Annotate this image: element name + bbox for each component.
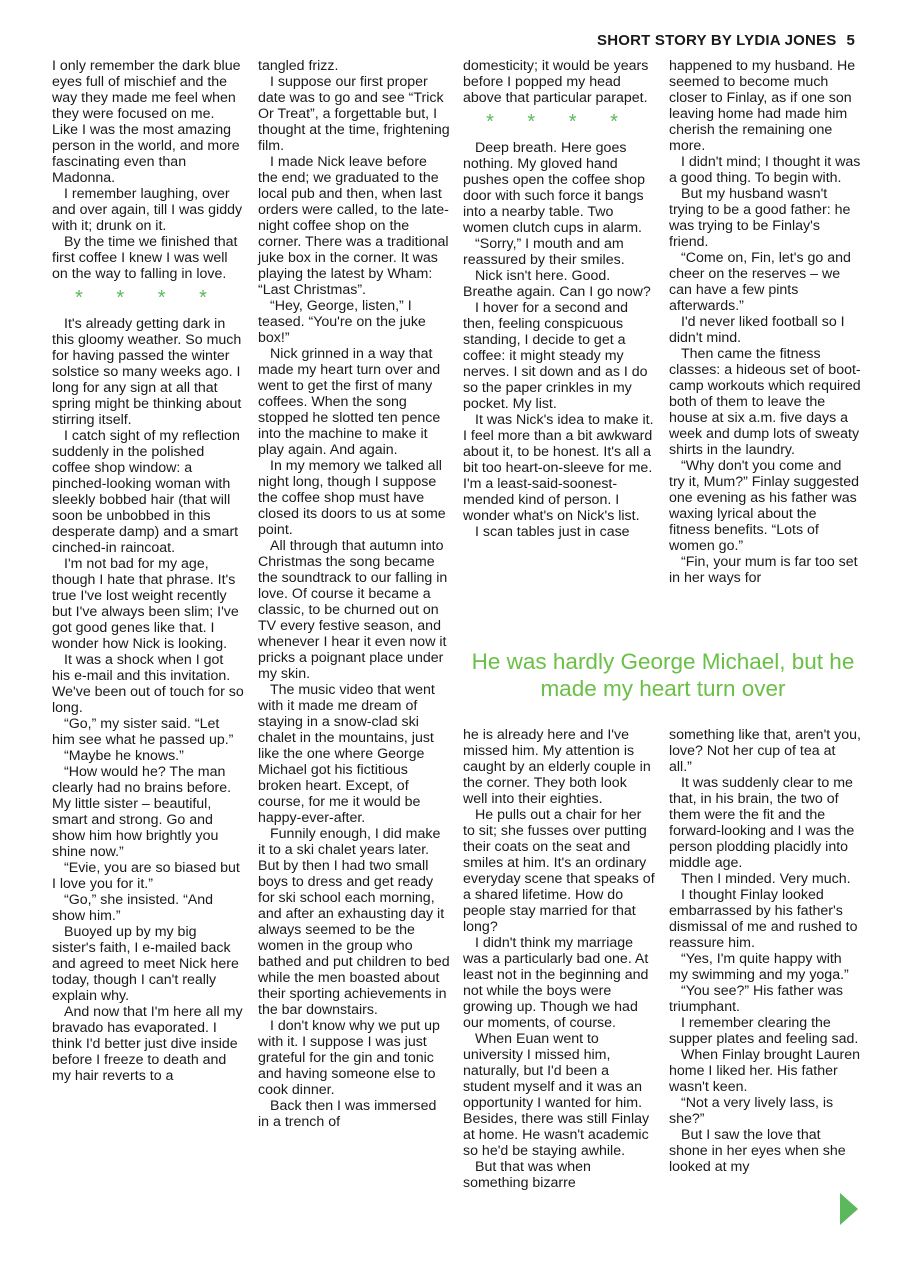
paragraph: “Go,” she insisted. “And show him.” bbox=[52, 892, 214, 924]
paragraph: It was suddenly clear to me that, in his brain, the two of them were the fit and the forward-looking and I was the person plodding placidly into middle age. bbox=[669, 775, 855, 871]
paragraph: I don't know why we put up with it. I suppose I was just grateful for the gin and tonic and having someone else to cook dinner. bbox=[258, 1018, 440, 1098]
paragraph: I catch sight of my reflection suddenly in the polished coffee shop window: a pinched-looking woman with sleekly bobbed hair (that will soon be unbobbed in this desperate damp) and a smart cinched-in raincoat. bbox=[52, 428, 240, 556]
paragraph: “Maybe he knows.” bbox=[64, 748, 184, 764]
column-4-top bbox=[669, 58, 861, 586]
paragraph: I only remember the dark blue eyes full of mischief and the way they made me feel when they were focused on me. Like I was the most amazing person in the world, and more fascinating even than Madonna. bbox=[52, 58, 241, 186]
section-divider: * * * * bbox=[75, 287, 221, 309]
paragraph: Back then I was immersed in a trench of bbox=[258, 1098, 437, 1130]
paragraph: I didn't mind; I thought it was a good thing. To begin with. bbox=[669, 154, 861, 186]
paragraph: “How would he? The man clearly had no brains before. My little sister – beautiful, smart and strong. Go and show him how brightly you shine now.” bbox=[52, 764, 232, 860]
column-1 bbox=[52, 58, 244, 1084]
paragraph: When Finlay brought Lauren home I liked her. His father wasn't keen. bbox=[669, 1047, 861, 1095]
paragraph: I made Nick leave before the end; we graduated to the local pub and then, when last orders were called, to the late-night coffee shop on the corner. There was a traditional juke box in the corner. It was playing the latest by Wham: “Last Christmas”. bbox=[258, 154, 449, 298]
paragraph: The music video that went with it made me dream of staying in a snow-clad ski chalet in the mountains, just like the one where George Michael got his fictitious broken heart. Except, of course, for me it would be happy-ever-after. bbox=[258, 682, 435, 826]
story-byline: SHORT STORY BY LYDIA JONES bbox=[597, 32, 837, 49]
paragraph: But I saw the love that shone in her eyes when she looked at my bbox=[669, 1127, 846, 1175]
paragraph: “You see?” His father was triumphant. bbox=[669, 983, 843, 1015]
paragraph: Then came the fitness classes: a hideous set of boot-camp workouts which required both of them to leave the house at six a.m. five days a week and dump lots of sweaty shirts in the laundry. bbox=[669, 346, 861, 458]
paragraph: I didn't think my marriage was a particularly bad one. At least not in the beginning and not while the boys were growing up. Though we had our moments, of course. bbox=[463, 935, 649, 1031]
paragraph: I remember laughing, over and over again, till I was giddy with it; drunk on it. bbox=[52, 186, 243, 234]
paragraph: It was Nick's idea to make it. I feel more than a bit awkward about it, to be honest. It's all a bit too heart-on-sleeve for me. I'm a least-said-soonest-mended kind of person. I wonder what's on Nick's list. bbox=[463, 412, 654, 524]
column-4-bottom bbox=[669, 727, 861, 1175]
paragraph: I hover for a second and then, feeling conspicuous standing, I decide to get a coffee: it might steady my nerves. I sit down and as I do so the paper crinkles in my pocket. My list. bbox=[463, 300, 648, 412]
paragraph: Buoyed up by my big sister's faith, I e-mailed back and agreed to meet Nick here today, though I can't really explain why. bbox=[52, 924, 239, 1004]
triangle-right-icon bbox=[840, 1193, 858, 1225]
page-header bbox=[597, 32, 855, 49]
paragraph: I remember clearing the supper plates and feeling sad. bbox=[669, 1015, 859, 1047]
paragraph: I scan tables just in case bbox=[475, 524, 630, 540]
paragraph: But my husband wasn't trying to be a good father: he was trying to be Finlay's friend. bbox=[669, 186, 851, 250]
paragraph: I thought Finlay looked embarrassed by his father's dismissal of me and rushed to reassure him. bbox=[669, 887, 858, 951]
paragraph: Funnily enough, I did make it to a ski chalet years later. But by then I had two small boys to dress and get ready for ski school each morning, and after an exhausting day it always seemed to be the women in the group who bathed and put children to bed while the men boasted about their sporting achievements in the bar downstairs. bbox=[258, 826, 450, 1018]
column-2 bbox=[258, 58, 450, 1130]
page-number: 5 bbox=[846, 32, 855, 49]
paragraph: In my memory we talked all night long, though I suppose the coffee shop must have closed its doors to us at some point. bbox=[258, 458, 446, 538]
paragraph: All through that autumn into Christmas the song became the soundtrack to our falling in love. Of course it became a classic, to be churned out on TV every festive season, and whenever I hear it even now it pricks a poignant place under my skin. bbox=[258, 538, 448, 682]
paragraph: But that was when something bizarre bbox=[463, 1159, 591, 1191]
paragraph: “Come on, Fin, let's go and cheer on the reserves – we can have a few pints afterwards.” bbox=[669, 250, 851, 314]
paragraph: Nick isn't here. Good. Breathe again. Can I go now? bbox=[463, 268, 651, 300]
paragraph: I'm not bad for my age, though I hate that phrase. It's true I've lost weight recently but I've always been slim; I've got good genes like that. I wonder how Nick is looking. bbox=[52, 556, 239, 652]
paragraph: Deep breath. Here goes nothing. My gloved hand pushes open the coffee shop door with such force it bangs into a nearby table. Two women clutch cups in alarm. bbox=[463, 140, 645, 236]
paragraph: happened to my husband. He seemed to become much closer to Finlay, as if one son leaving home had made him cherish the remaining one more. bbox=[669, 58, 856, 154]
column-3-top bbox=[463, 58, 655, 540]
paragraph: When Euan went to university I missed him, naturally, but I'd been a student myself and it was an opportunity I wanted for him. Besides, there was still Finlay at home. He wasn't academic so he'd be staying awhile. bbox=[463, 1031, 650, 1159]
pull-quote: He was hardly George Michael, but he made my heart turn over bbox=[471, 649, 855, 701]
paragraph: I'd never liked football so I didn't mind. bbox=[669, 314, 845, 346]
paragraph: Then I minded. Very much. bbox=[681, 871, 851, 887]
paragraph: It's already getting dark in this gloomy weather. So much for having passed the winter solstice so many weeks ago. I long for any sign at all that spring might be thinking about stirring itself. bbox=[52, 316, 242, 428]
paragraph: “Hey, George, listen,” I teased. “You're on the juke box!” bbox=[258, 298, 426, 346]
paragraph: “Fin, your mum is far too set in her ways for bbox=[669, 554, 858, 586]
paragraph: I suppose our first proper date was to go and see “Trick Or Treat”, a forgettable but, I thought at the time, frightening film. bbox=[258, 74, 450, 154]
paragraph: “Evie, you are so biased but I love you for it.” bbox=[52, 860, 240, 892]
paragraph: “Sorry,” I mouth and am reassured by their smiles. bbox=[463, 236, 625, 268]
paragraph: And now that I'm here all my bravado has evaporated. I think I'd better just dive inside before I freeze to death and my hair reverts to a bbox=[52, 1004, 243, 1084]
column-3-bottom bbox=[463, 727, 655, 1191]
section-divider: * * * * bbox=[486, 111, 632, 133]
paragraph: tangled frizz. bbox=[258, 58, 339, 74]
paragraph: he is already here and I've missed him. My attention is caught by an elderly couple in the corner. They both look well into their eighties. bbox=[463, 727, 651, 807]
paragraph: “Yes, I'm quite happy with my swimming and my yoga.” bbox=[669, 951, 849, 983]
paragraph: “Go,” my sister said. “Let him see what he passed up.” bbox=[52, 716, 234, 748]
paragraph: Nick grinned in a way that made my heart turn over and went to get the first of many coffees. When the song stopped he slotted ten pence into the machine to make it play again. And again. bbox=[258, 346, 441, 458]
paragraph: By the time we finished that first coffee I knew I was well on the way to falling in love. bbox=[52, 234, 238, 282]
paragraph: It was a shock when I got his e-mail and this invitation. We've been out of touch for so long. bbox=[52, 652, 244, 716]
paragraph: “Not a very lively lass, is she?” bbox=[669, 1095, 834, 1127]
paragraph: “Why don't you come and try it, Mum?” Finlay suggested one evening as his father was waxing lyrical about the fitness benefits. “Lots of women go.” bbox=[669, 458, 860, 554]
paragraph: something like that, aren't you, love? Not her cup of tea at all.” bbox=[669, 727, 861, 775]
paragraph: domesticity; it would be years before I popped my head above that particular parapet. bbox=[463, 58, 649, 106]
paragraph: He pulls out a chair for her to sit; she fusses over putting their coats on the seat and smiles at him. It's an ordinary everyday scene that speaks of a shared lifetime. How do people stay married for that long? bbox=[463, 807, 655, 935]
